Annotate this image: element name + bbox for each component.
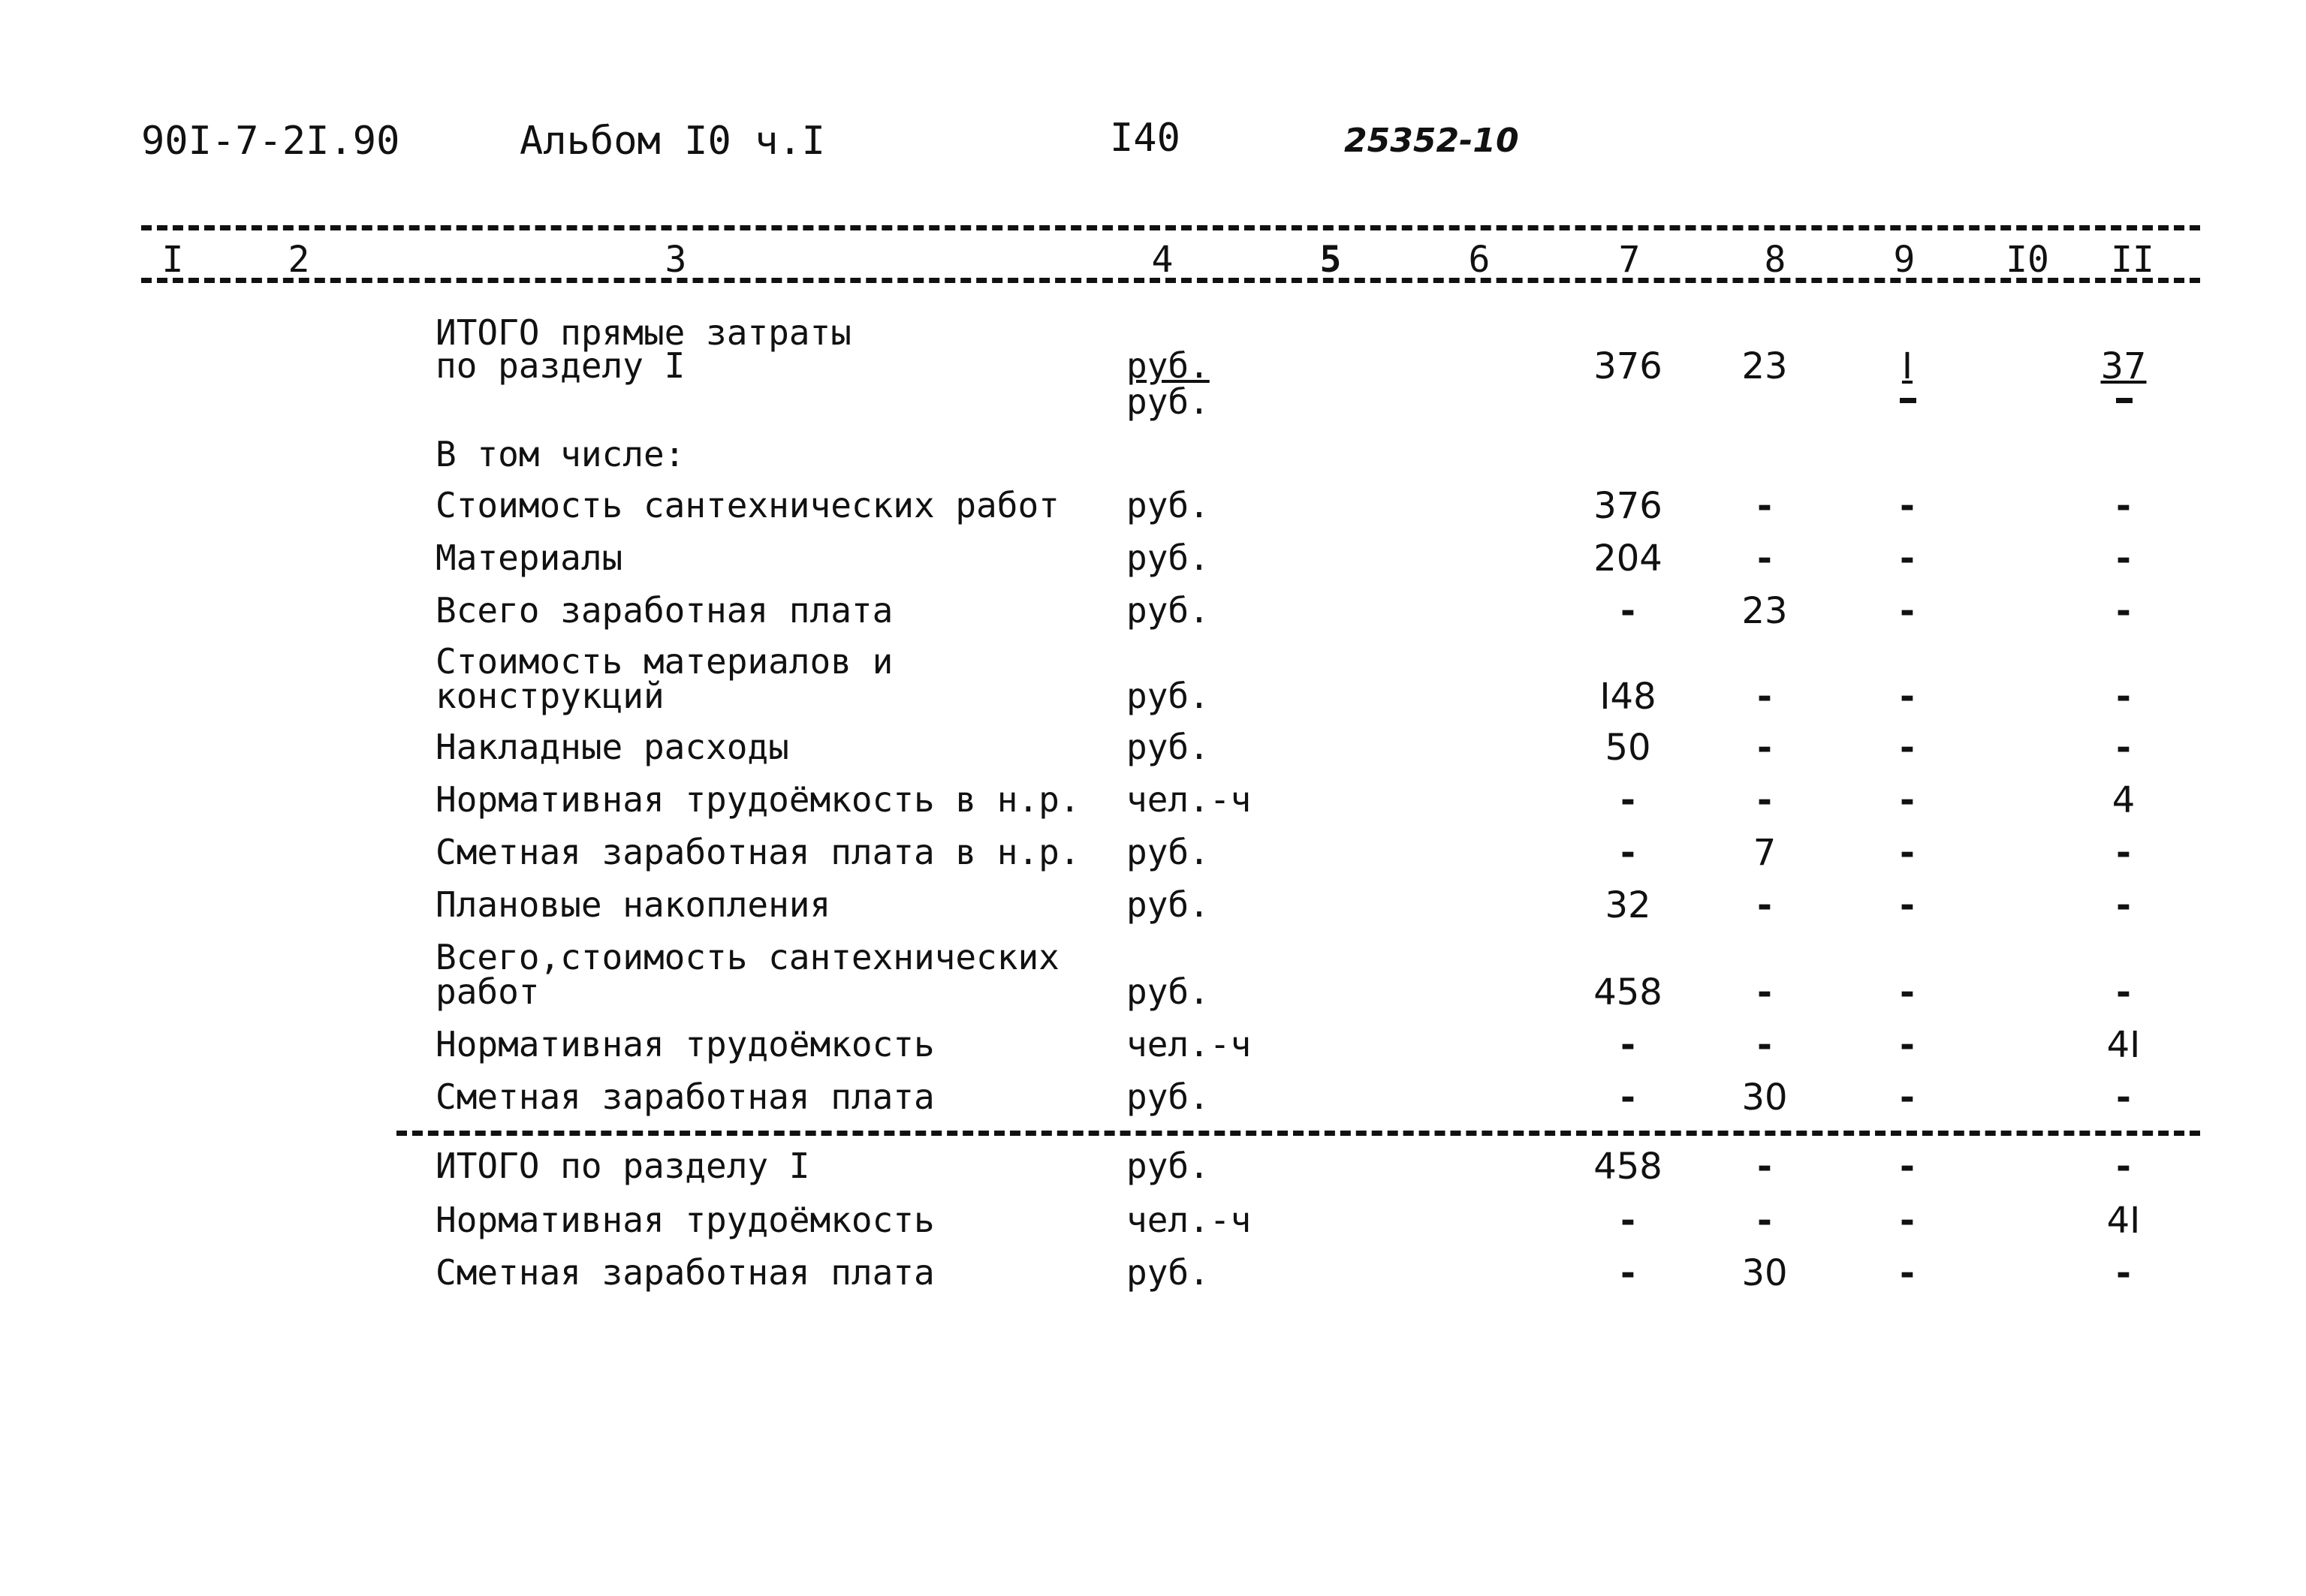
direct-costs-title: ИТОГО прямые затраты bbox=[436, 312, 852, 353]
cost-row-c11-value: 4I bbox=[2106, 1024, 2141, 1066]
cost-row-unit: руб. bbox=[1126, 590, 1210, 631]
totals-row-c11-value: 4I bbox=[2106, 1200, 2141, 1242]
cost-row-unit: руб. bbox=[1126, 676, 1210, 716]
cost-row-c8-value: - bbox=[1757, 676, 1772, 718]
cost-row-c11-value: - bbox=[2116, 590, 2131, 632]
header-top-rule bbox=[141, 225, 2200, 230]
totals-row-label: Нормативная трудоёмкость bbox=[436, 1200, 935, 1240]
page-number: I40 bbox=[1110, 116, 1180, 161]
cost-row-c11-value: - bbox=[2116, 538, 2131, 580]
totals-rule bbox=[396, 1131, 2200, 1136]
cost-row-unit: чел.-ч bbox=[1126, 779, 1252, 820]
cost-row-c9-value: - bbox=[1900, 832, 1915, 874]
cost-row-label: Стоимость материалов и bbox=[436, 641, 894, 682]
cost-row-unit: руб. bbox=[1126, 727, 1210, 767]
column-number: 5 bbox=[1319, 239, 1342, 281]
cost-row-c9-value: - bbox=[1900, 971, 1915, 1013]
cost-row-c9-value: - bbox=[1900, 727, 1915, 769]
direct-costs-col7: 376 bbox=[1593, 345, 1662, 387]
column-number: 3 bbox=[665, 239, 687, 281]
column-number: 7 bbox=[1618, 239, 1641, 281]
cost-row-c8-value: - bbox=[1757, 779, 1772, 821]
unit-numerator: руб. bbox=[1126, 345, 1210, 386]
totals-row-c11-value: - bbox=[2116, 1252, 2131, 1294]
cost-row-c8-value: - bbox=[1757, 485, 1772, 527]
cost-row-c8-value: - bbox=[1757, 971, 1772, 1013]
cost-row-c11-value: 4 bbox=[2112, 779, 2136, 821]
column-number: 6 bbox=[1468, 239, 1491, 281]
cost-row-unit: чел.-ч bbox=[1126, 1024, 1252, 1065]
totals-row-c8-value: - bbox=[1757, 1200, 1772, 1242]
album-label: Альбом I0 ч.I bbox=[520, 119, 825, 164]
cost-row-c11-value: - bbox=[2116, 1077, 2131, 1119]
totals-row-c7-value: - bbox=[1620, 1200, 1635, 1242]
totals-row-c8-value: 30 bbox=[1741, 1252, 1788, 1294]
cost-row-c7-value: - bbox=[1620, 832, 1635, 874]
totals-row-unit: руб. bbox=[1126, 1146, 1210, 1186]
cost-row-unit: руб. bbox=[1126, 538, 1210, 578]
cost-row-c11-value: - bbox=[2116, 884, 2131, 926]
cost-row-c7-value: - bbox=[1620, 1024, 1635, 1066]
cost-row-unit: руб. bbox=[1126, 971, 1210, 1012]
direct-costs-col11: 37 bbox=[2100, 345, 2147, 387]
cost-row-c7-value: - bbox=[1620, 590, 1635, 632]
cost-row-unit: руб. bbox=[1126, 884, 1210, 925]
cost-row-c11-value: - bbox=[2116, 971, 2131, 1013]
cost-row-c11-value: - bbox=[2116, 832, 2131, 874]
cost-row-label: Нормативная трудоёмкость в н.р. bbox=[436, 779, 1081, 820]
cost-row-c11-value: - bbox=[2116, 485, 2131, 527]
cost-row-label: Плановые накопления bbox=[436, 884, 831, 925]
direct-costs-col8: 23 bbox=[1741, 345, 1788, 387]
fraction-denominator-dash bbox=[1900, 398, 1916, 403]
cost-row-unit: руб. bbox=[1126, 1077, 1210, 1117]
column-number: 2 bbox=[288, 239, 310, 281]
cost-row-c7-value: 50 bbox=[1605, 727, 1651, 769]
cost-row-c9-value: - bbox=[1900, 1077, 1915, 1119]
cost-row-c7-value: - bbox=[1620, 779, 1635, 821]
cost-row-c8-value: 7 bbox=[1753, 832, 1777, 874]
header-bottom-rule bbox=[141, 278, 2200, 283]
cost-row-c7-value: I48 bbox=[1599, 676, 1656, 718]
column-number: I0 bbox=[2006, 239, 2049, 281]
cost-row-c9-value: - bbox=[1900, 485, 1915, 527]
cost-row-c11-value: - bbox=[2116, 676, 2131, 718]
direct-costs-title-line2: по разделу I bbox=[436, 345, 686, 386]
cost-row-label: Всего,стоимость сантехнических bbox=[436, 937, 1060, 977]
cost-row-c8-value: 30 bbox=[1741, 1077, 1788, 1119]
cost-row-c7-value: 32 bbox=[1605, 884, 1651, 926]
column-number: II bbox=[2111, 239, 2154, 281]
totals-row-label: Сметная заработная плата bbox=[436, 1252, 935, 1293]
totals-row-c9-value: - bbox=[1900, 1252, 1915, 1294]
cost-row-c9-value: - bbox=[1900, 590, 1915, 632]
cost-row-label: Материалы bbox=[436, 538, 623, 578]
totals-row-unit: руб. bbox=[1126, 1252, 1210, 1293]
cost-row-unit: руб. bbox=[1126, 832, 1210, 872]
cost-row-label: Сметная заработная плата bbox=[436, 1077, 935, 1117]
column-number: 8 bbox=[1764, 239, 1786, 281]
including-label: В том числе: bbox=[436, 434, 686, 474]
cost-row-label: Накладные расходы bbox=[436, 727, 789, 767]
fraction-denominator-dash bbox=[2116, 398, 2133, 403]
cost-row-label: Стоимость сантехнических работ bbox=[436, 485, 1060, 525]
totals-row-c9-value: - bbox=[1900, 1146, 1915, 1188]
cost-row-c7-value: - bbox=[1620, 1077, 1635, 1119]
cost-row-c7-value: 204 bbox=[1593, 538, 1662, 580]
cost-row-c8-value: - bbox=[1757, 884, 1772, 926]
unit-denominator: руб. bbox=[1126, 381, 1210, 422]
cost-row-c8-value: - bbox=[1757, 538, 1772, 580]
column-number: 4 bbox=[1151, 239, 1174, 281]
cost-row-c9-value: - bbox=[1900, 676, 1915, 718]
totals-row-unit: чел.-ч bbox=[1126, 1200, 1252, 1240]
totals-row-label: ИТОГО по разделу I bbox=[436, 1146, 810, 1186]
cost-row-c9-value: - bbox=[1900, 779, 1915, 821]
column-number: I bbox=[161, 239, 184, 281]
direct-costs-col9: I bbox=[1901, 345, 1913, 387]
cost-row-label: Нормативная трудоёмкость bbox=[436, 1024, 935, 1065]
cost-row-c9-value: - bbox=[1900, 538, 1915, 580]
cost-row-c9-value: - bbox=[1900, 884, 1915, 926]
totals-row-c8-value: - bbox=[1757, 1146, 1772, 1188]
cost-row-c9-value: - bbox=[1900, 1024, 1915, 1066]
cost-row-c11-value: - bbox=[2116, 727, 2131, 769]
cost-row-c8-value: 23 bbox=[1741, 590, 1788, 632]
cost-row-c8-value: - bbox=[1757, 1024, 1772, 1066]
cost-row-c7-value: 458 bbox=[1593, 971, 1662, 1013]
cost-row-label: Сметная заработная плата в н.р. bbox=[436, 832, 1081, 872]
cost-row-label-continued: работ bbox=[436, 971, 540, 1012]
cost-row-unit: руб. bbox=[1126, 485, 1210, 525]
cost-row-label-continued: конструкций bbox=[436, 676, 665, 716]
handwritten-stamp: 25352-10 bbox=[1344, 122, 1519, 160]
totals-row-c9-value: - bbox=[1900, 1200, 1915, 1242]
cost-row-c8-value: - bbox=[1757, 727, 1772, 769]
totals-row-c7-value: - bbox=[1620, 1252, 1635, 1294]
totals-row-c11-value: - bbox=[2116, 1146, 2131, 1188]
cost-row-c7-value: 376 bbox=[1593, 485, 1662, 527]
column-number: 9 bbox=[1893, 239, 1916, 281]
document-code: 90I-7-2I.90 bbox=[141, 119, 400, 164]
cost-row-label: Всего заработная плата bbox=[436, 590, 894, 631]
totals-row-c7-value: 458 bbox=[1593, 1146, 1662, 1188]
